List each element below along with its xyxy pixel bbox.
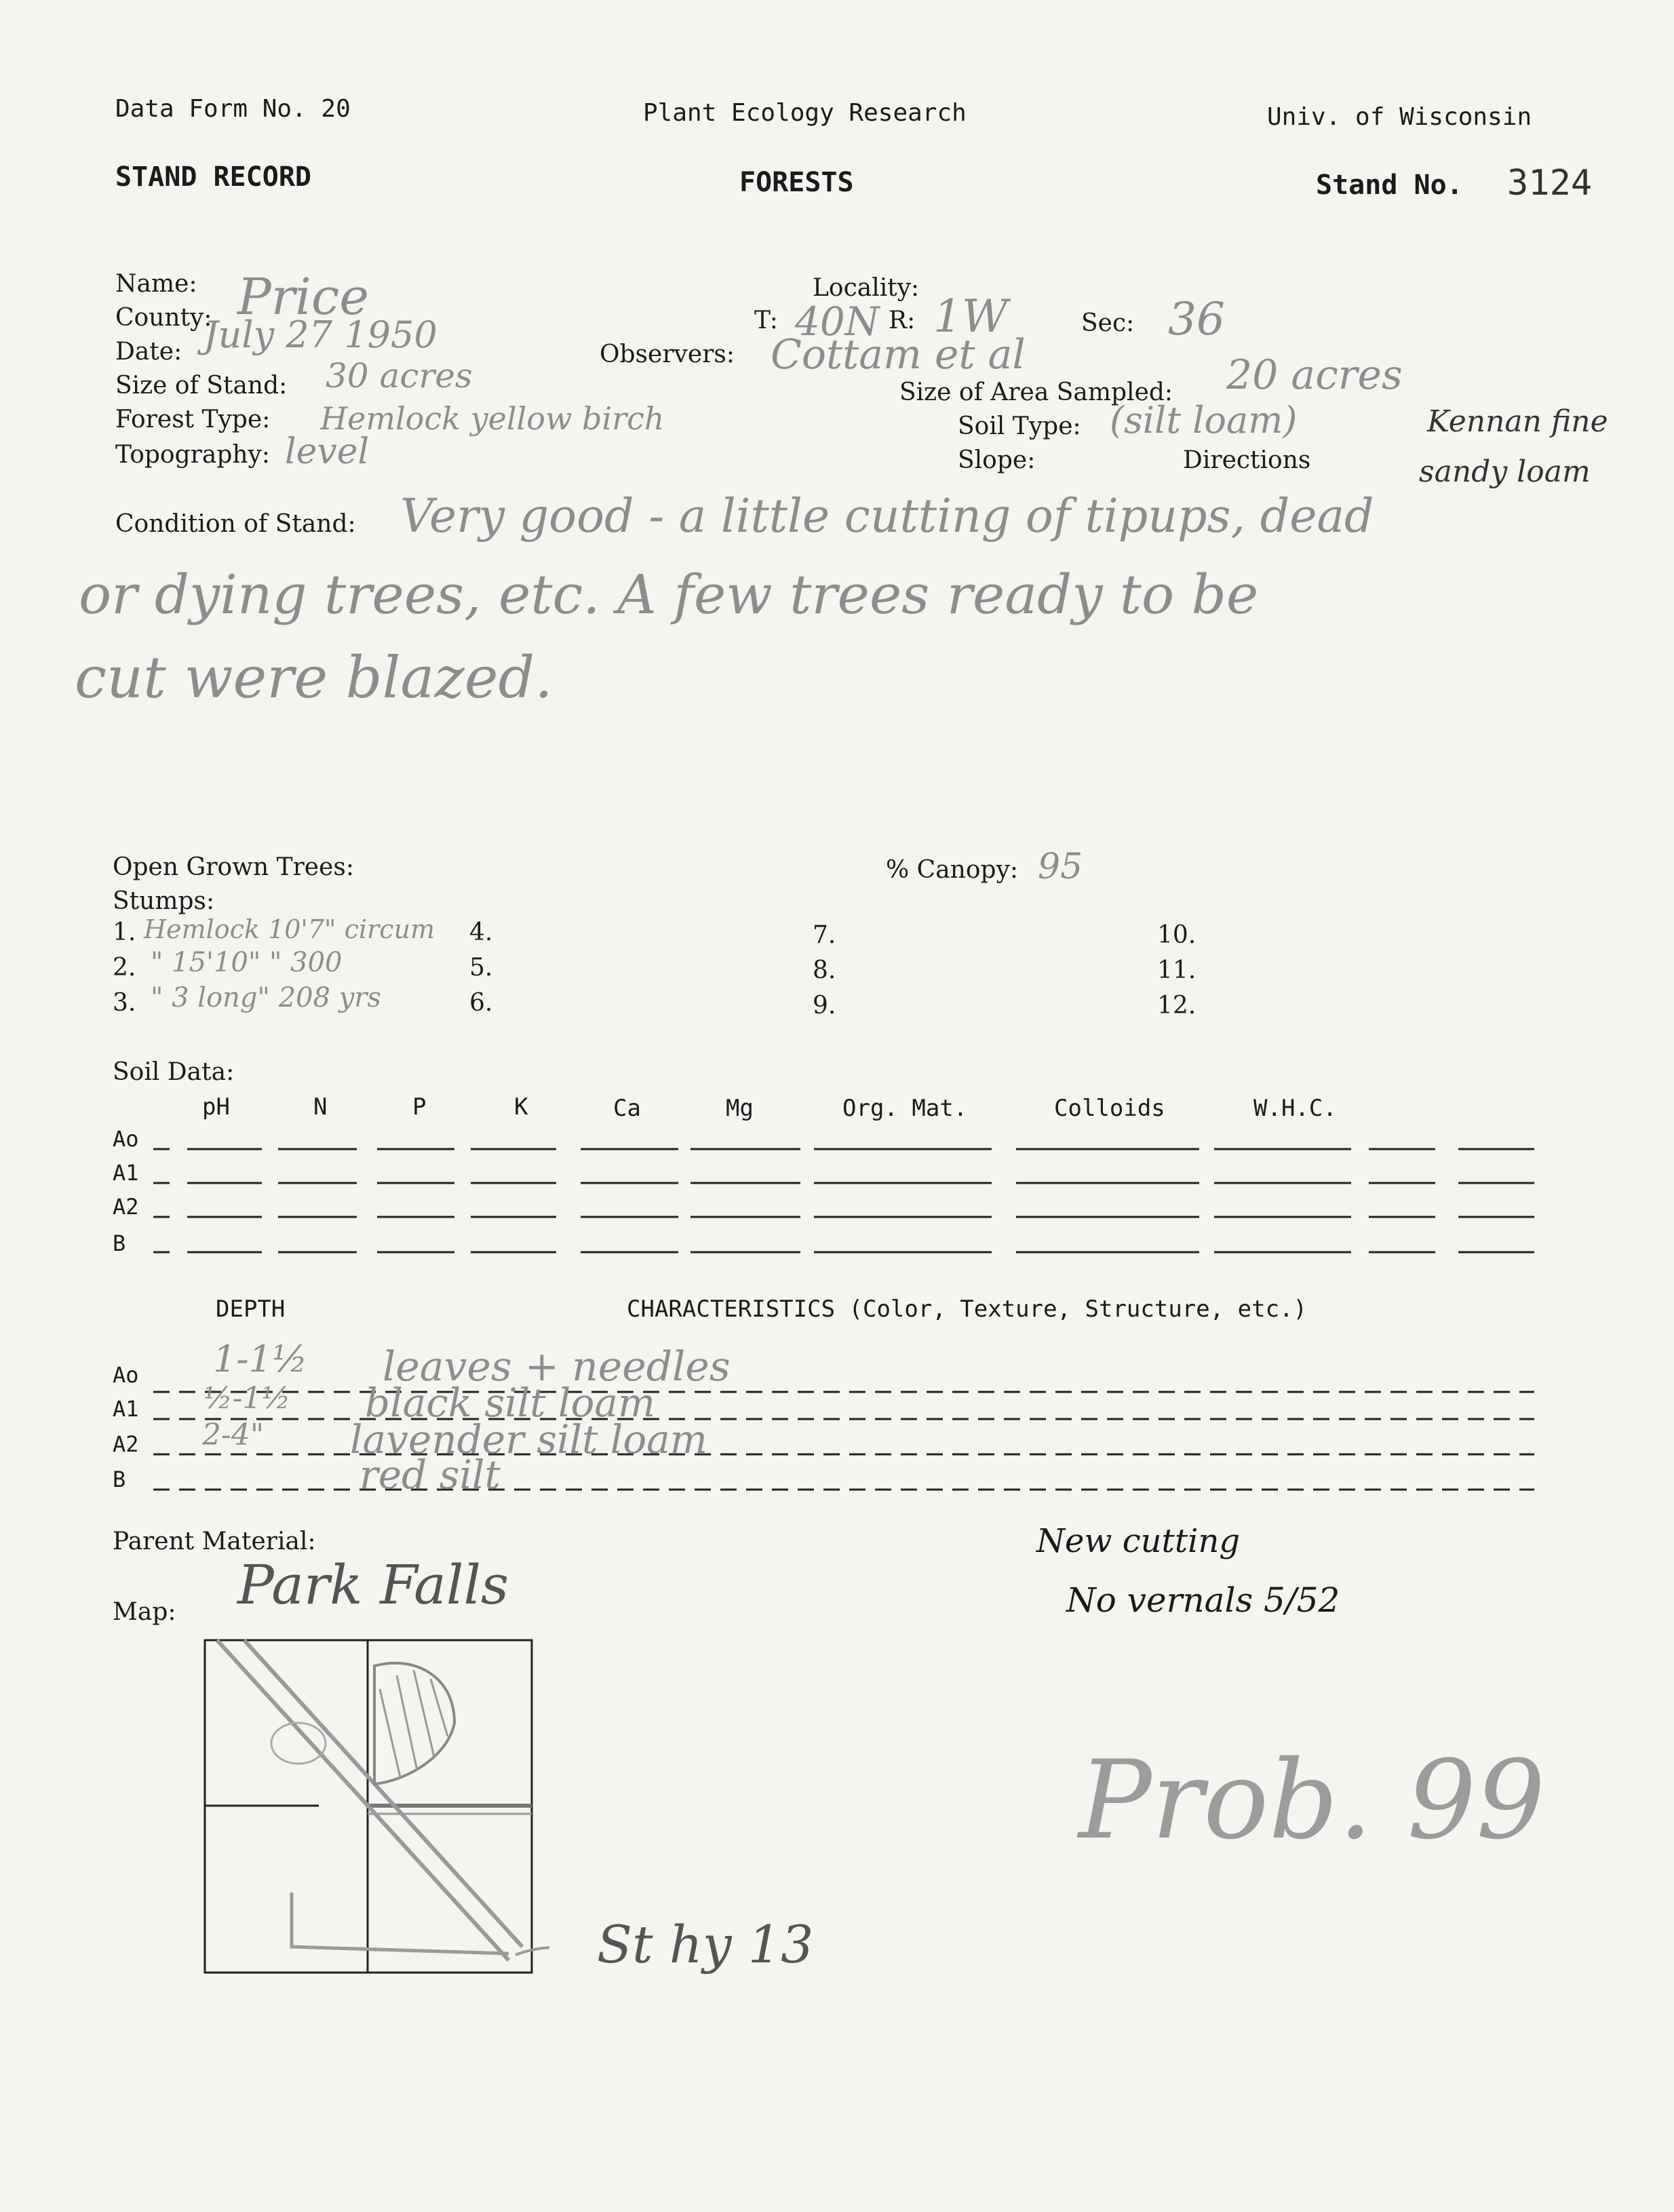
soil-column-header: P (412, 1093, 427, 1121)
canopy-value: 95 (1038, 847, 1083, 887)
note-line-2: No vernals 5/52 (1066, 1580, 1340, 1620)
date-label: Date: (115, 338, 182, 366)
map-label: Map: (113, 1598, 176, 1626)
township-label: T: (754, 307, 778, 334)
topography-value: level (285, 431, 370, 472)
name-label: Name: (115, 270, 197, 298)
stumps-label: Stumps: (113, 887, 215, 915)
horizon-characteristic: leaves + needles (383, 1343, 731, 1391)
soil-data-label: Soil Data: (113, 1058, 235, 1086)
stand-no-label: Stand No. (1316, 170, 1463, 201)
characteristics-label: CHARACTERISTICS (Color, Texture, Structure, etc.) (627, 1296, 1308, 1323)
stump-number: 10. (1157, 921, 1196, 949)
stump-number: 1. (113, 918, 136, 946)
section-value: 36 (1168, 293, 1225, 345)
stand-no-value: 3124 (1507, 163, 1593, 203)
size-of-stand-value: 30 acres (326, 356, 473, 395)
soil-column-header: W.H.C. (1253, 1095, 1337, 1122)
form-number: Data Form No. 20 (115, 95, 351, 123)
stump-value: " 3 long" 208 yrs (151, 982, 381, 1013)
horizon-characteristic: lavender silt loam (350, 1416, 707, 1462)
horizon-characteristic: red silt (359, 1452, 501, 1498)
horizon-depth: 2-4" (202, 1418, 265, 1452)
soil-column-header: N (313, 1093, 328, 1121)
horizon-depth: ½-1½ (203, 1381, 291, 1416)
date-value: July 27 1950 (203, 313, 437, 356)
organization: Plant Ecology Research (643, 99, 967, 127)
forest-type-value: Hemlock yellow birch (320, 400, 665, 437)
soil-type-label: Soil Type: (958, 412, 1081, 440)
horizon-label: B (113, 1467, 126, 1492)
condition-label: Condition of Stand: (115, 510, 356, 538)
soil-column-header: Mg (726, 1095, 754, 1122)
stump-number: 4. (469, 918, 493, 946)
range-value: 1W (933, 290, 1008, 343)
soil-row-label: Ao (113, 1126, 139, 1152)
open-grown-label: Open Grown Trees: (113, 853, 355, 881)
horizon-characteristic: black silt loam (365, 1380, 655, 1426)
range-label: R: (889, 307, 916, 334)
stump-number: 7. (813, 921, 836, 949)
directions-label: Directions (1183, 446, 1311, 474)
soil-type-value: (silt loam) (1110, 399, 1298, 442)
slope-label: Slope: (958, 446, 1036, 474)
section-label: Sec: (1081, 309, 1135, 337)
horizon-label: Ao (113, 1362, 139, 1388)
stump-number: 2. (113, 954, 136, 982)
university: Univ. of Wisconsin (1267, 103, 1532, 131)
stump-number: 3. (113, 989, 136, 1017)
map-stand-outline (374, 1663, 454, 1784)
map-name: Park Falls (237, 1553, 509, 1616)
section-map (197, 1628, 549, 1994)
topography-label: Topography: (115, 441, 271, 469)
soil-column-header: Colloids (1054, 1095, 1165, 1122)
stump-number: 8. (813, 956, 836, 984)
soil-row-label: A1 (113, 1160, 139, 1186)
condition-line-3: cut were blazed. (75, 644, 553, 711)
stump-number: 6. (469, 989, 493, 1017)
size-of-area-label: Size of Area Sampled: (899, 379, 1173, 406)
observers-label: Observers: (600, 341, 735, 368)
probability-note: Prob. 99 (1078, 1736, 1546, 1863)
soil-data-rules (153, 1149, 1534, 1252)
soil-column-header: pH (202, 1093, 230, 1121)
area-sampled-value: 20 acres (1226, 351, 1403, 399)
soil-column-header: Ca (613, 1095, 641, 1122)
horizon-depth: 1-1½ (213, 1338, 308, 1380)
condition-line-2: or dying trees, etc. A few trees ready to be (79, 563, 1259, 626)
canopy-label: % Canopy: (886, 856, 1019, 884)
stump-number: 9. (813, 992, 836, 1020)
stump-value: " 15'10" " 300 (151, 947, 343, 978)
observers-value: Cottam et al (771, 331, 1026, 379)
map-highway-line (217, 1640, 522, 1960)
county-label: County: (115, 304, 212, 332)
soil-column-header: K (514, 1093, 528, 1121)
soil-row-label: B (113, 1230, 126, 1256)
condition-line-1: Very good - a little cutting of tipups, dead (400, 490, 1374, 543)
locality-label: Locality: (813, 274, 920, 302)
parent-material-label: Parent Material: (113, 1528, 316, 1555)
soil-type-extra-2: sandy loam (1419, 454, 1591, 489)
depth-label: DEPTH (216, 1296, 286, 1323)
stump-number: 12. (1157, 992, 1196, 1020)
soil-type-extra-1: Kennan fine (1427, 404, 1608, 439)
size-of-stand-label: Size of Stand: (115, 372, 288, 400)
map-route-note: St hy 13 (597, 1914, 814, 1975)
soil-column-header: Org. Mat. (842, 1095, 968, 1122)
forest-type-label: Forest Type: (115, 406, 271, 433)
category-title: FORESTS (739, 167, 854, 198)
county-value: Price (237, 268, 370, 326)
stump-number: 11. (1157, 956, 1196, 984)
horizon-label: A2 (113, 1431, 139, 1457)
record-title: STAND RECORD (115, 161, 311, 193)
horizon-label: A1 (113, 1396, 139, 1422)
soil-row-label: A2 (113, 1194, 139, 1220)
stump-value: Hemlock 10'7" circum (144, 914, 435, 944)
note-line-1: New cutting (1036, 1522, 1241, 1560)
township-value: 40N (795, 298, 880, 345)
stump-number: 5. (469, 954, 493, 982)
